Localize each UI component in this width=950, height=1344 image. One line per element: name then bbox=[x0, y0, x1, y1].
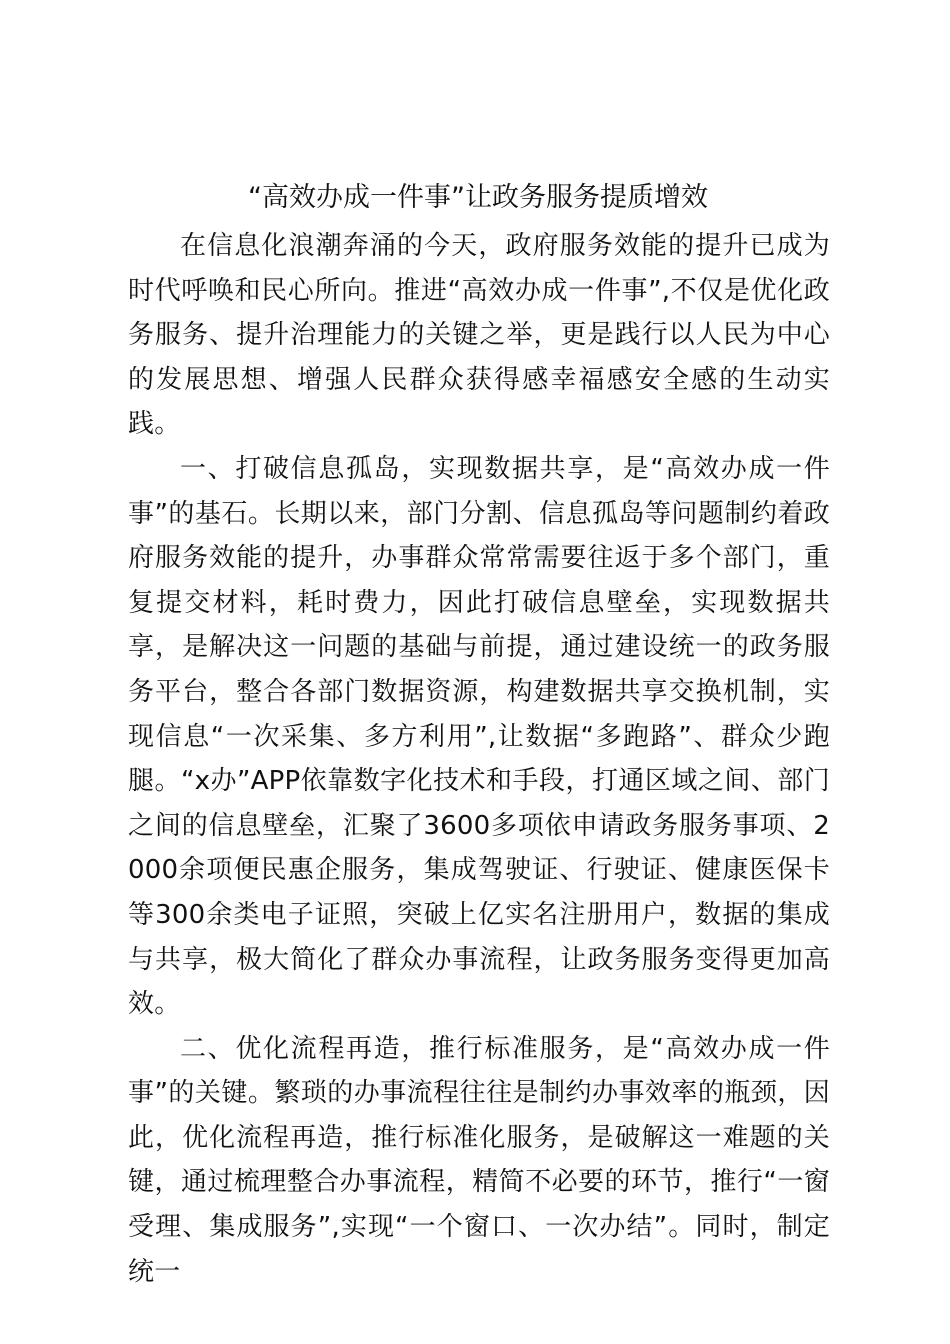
paragraph-data-sharing: 一、打破信息孤岛，实现数据共享，是“高效办成一件事”的基石。长期以来，部门分割、信息孤岛等问题制约着政府服务效能的提升，办事群众常常需要往返于多个部门，重复提交材料，耗时费力，因此打破信息壁垒，实现数据共享，是解决这一问题的基础与前提，通过建设统一的政务服务平台，整合各部门数据资源，构建数据共享交换机制，实现信息“一次采集、多方利用”,让数据“多跑路”、群众少跑腿。“x办”APP依靠数字化技术和手段，打通区域之间、部门之间的信息壁垒，汇聚了3600多项依申请政务服务事项、2000余项便民惠企服务，集成驾驶证、行驶证、健康医保卡等300余类电子证照，突破上亿实名注册用户，数据的集成与共享，极大简化了群众办事流程，让政务服务变得更加高效。 bbox=[128, 453, 830, 1020]
paragraph-intro: 在信息化浪潮奔涌的今天，政府服务效能的提升已成为时代呼唤和民心所向。推进“高效办成一件事”,不仅是优化政务服务、提升治理能力的关键之举，更是践行以人民为中心的发展思想、增强人民群众获得感幸福感安全感的生动实践。 bbox=[128, 231, 830, 440]
document-body bbox=[128, 224, 830, 1294]
document-title: “高效办成一件事”让政务服务提质增效 bbox=[248, 182, 708, 213]
paragraph-process-optimization: 二、优化流程再造，推行标准服务，是“高效办成一件事”的关键。繁琐的办事流程往往是制约办事效率的瓶颈，因此，优化流程再造，推行标准化服务，是破解这一难题的关键，通过梳理整合办事流程，精简不必要的环节，推行“一窗受理、集成服务”,实现“一个窗口、一次办结”。同时，制定统一 bbox=[128, 1033, 830, 1287]
